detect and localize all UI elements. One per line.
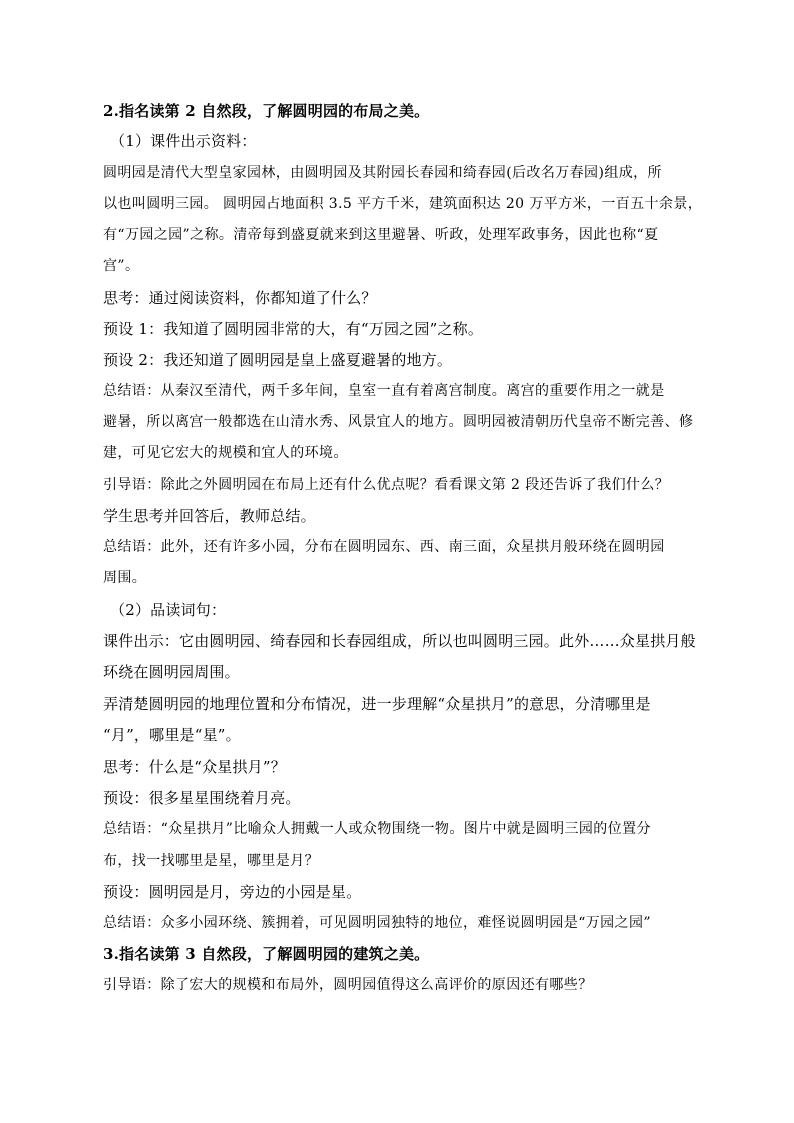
explain-line-1: 弄清楚圆明园的地理位置和分布情况，进一步理解“众星拱月”的意思，分清哪里是 — [103, 695, 651, 713]
thinking-question-2: 思考：什么是“众星拱月”？ — [103, 758, 286, 776]
thinking-question-1: 思考：通过阅读资料，你都知道了什么？ — [103, 289, 377, 307]
courseware-line-1: 课件出示：它由圆明园、绮春园和长春园组成，所以也叫圆明三园。此外……众星拱月般 — [103, 632, 696, 650]
subheading-2: （2）品读词句： — [110, 601, 227, 619]
section-heading-3: 3.指名读第 3 自然段，了解圆明园的建筑之美。 — [103, 945, 430, 963]
summary-2-line-1: 总结语：此外，还有许多小园，分布在圆明园东、西、南三面，众星拱月般环绕在圆明园 — [103, 539, 665, 555]
preset-answer-1: 预设 1：我知道了圆明园非常的大，有“万园之园”之称。 — [103, 320, 484, 338]
material-line-4: 宫”。 — [103, 258, 140, 274]
summary-3-line-1: 总结语：“众星拱月”比喻众人拥戴一人或众物围绕一物。图片中就是圆明三园的位置分 — [103, 821, 651, 837]
teacher-note: 学生思考并回答后，教师总结。 — [103, 507, 316, 525]
summary-1-line-1: 总结语：从秦汉至清代，两千多年间，皇室一直有着离宫制度。离宫的重要作用之一就是 — [103, 383, 665, 399]
preset-answer-4: 预设：圆明园是月，旁边的小园是星。 — [103, 883, 362, 901]
summary-1-line-2: 避暑，所以离宫一般都选在山清水秀、风景宜人的地方。圆明园被清朝历代皇帝不断完善、修 — [103, 414, 694, 430]
guide-question-2: 引导语：除了宏大的规模和布局外，圆明园值得这么高评价的原因还有哪些？ — [103, 977, 593, 993]
summary-4: 总结语：众多小园环绕、簇拥着，可见圆明园独特的地位，难怪说圆明园是“万园之园” — [103, 915, 651, 931]
summary-3-line-2: 布，找一找哪里是星，哪里是月？ — [103, 853, 319, 869]
material-line-2: 以也叫圆明三园。 圆明园占地面积 3.5 平方千米，建筑面积达 20 万平方米，一百五十余景， — [103, 196, 703, 212]
guide-question-1: 引导语：除此之外圆明园在布局上还有什么优点呢？看看课文第 2 段还告诉了我们什么？ — [103, 477, 670, 493]
material-line-3: 有“万园之园”之称。清帝每到盛夏就来到这里避暑、听政，处理军政事务，因此也称“夏 — [103, 227, 659, 243]
summary-1-line-3: 建，可见它宏大的规模和宜人的环境。 — [103, 445, 348, 461]
subheading-1: （1）课件出示资料： — [110, 132, 257, 150]
courseware-line-2: 环绕在圆明园周围。 — [103, 663, 240, 681]
section-heading-2: 2.指名读第 2 自然段，了解圆明园的布局之美。 — [103, 102, 430, 120]
explain-line-2: “月”，哪里是“星”。 — [103, 726, 241, 744]
preset-answer-3: 预设：很多星星围绕着月亮。 — [103, 789, 301, 807]
preset-answer-2: 预设 2：我还知道了圆明园是皇上盛夏避暑的地方。 — [103, 351, 453, 369]
material-line-1: 圆明园是清代大型皇家园林，由圆明园及其附园长春园和绮春园(后改名万春园)组成，所 — [103, 165, 662, 181]
summary-2-line-2: 周围。 — [103, 570, 147, 586]
